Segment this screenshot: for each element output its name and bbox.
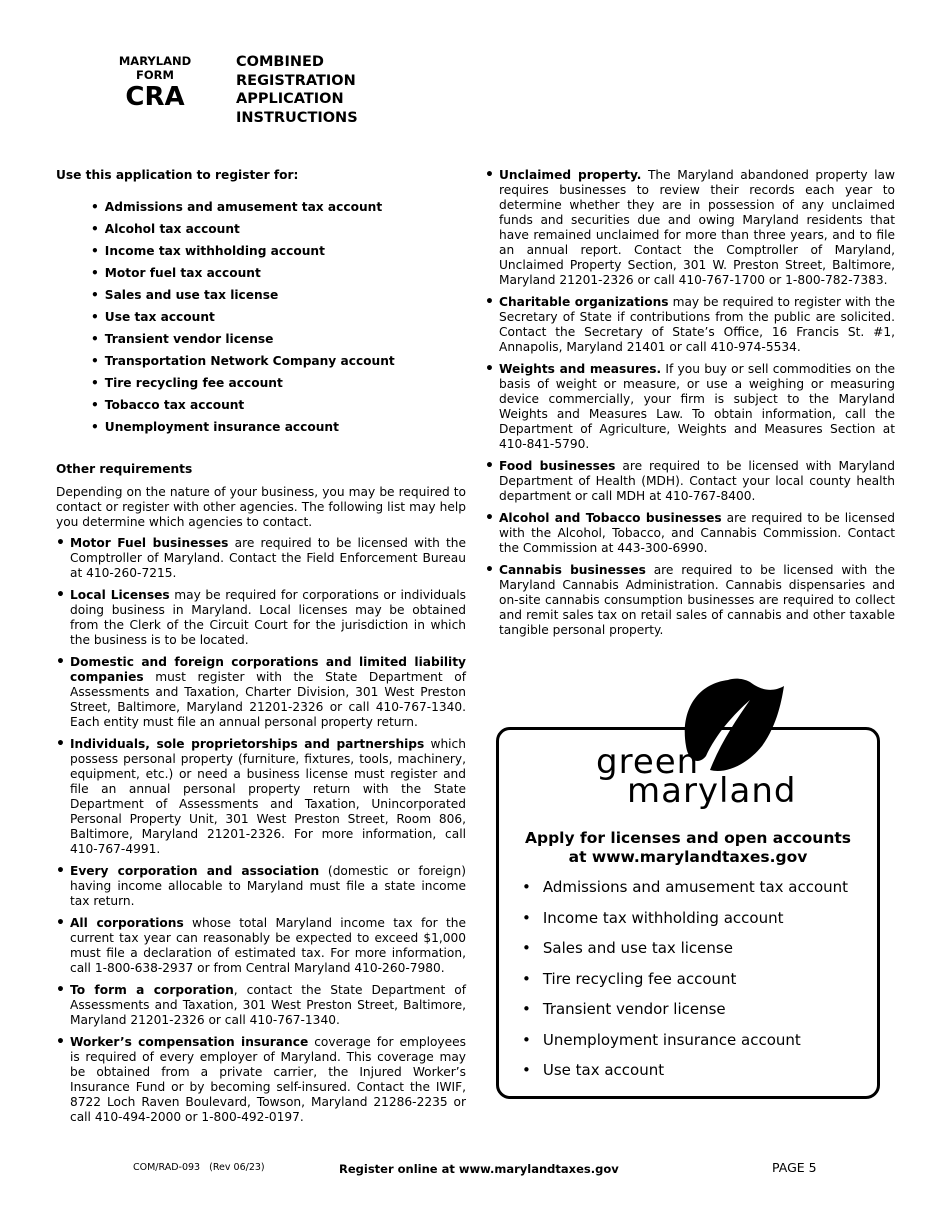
logo-word-maryland: maryland bbox=[627, 771, 797, 811]
apply-line: at www.marylandtaxes.gov bbox=[568, 848, 808, 866]
item-text: which possess personal property (furniture, fixtures, tools, machinery, equipment, etc.) or need a business license must register and file an annual personal property return with the State Department of Assessments and Taxation, Unincorporated Personal Property Unit, 301 West Preston Street, Room 806, Baltimore, Maryland 21201-2326. For more information, call 410-767-4991. bbox=[70, 737, 466, 856]
agency-list-left bbox=[56, 536, 466, 1125]
logo-word-green: green bbox=[596, 742, 700, 782]
item-title: Charitable organizations bbox=[499, 295, 669, 309]
other-requirements-heading: Other requirements bbox=[56, 462, 193, 476]
item-title: Motor Fuel businesses bbox=[70, 536, 229, 550]
item-title: Local Licenses bbox=[70, 588, 170, 602]
list-item bbox=[485, 563, 895, 638]
item-title: Alcohol and Tobacco businesses bbox=[499, 511, 722, 525]
item-title: To form a corporation bbox=[70, 983, 234, 997]
item-text: coverage for employees is required of every employer of Maryland. This coverage may be obtained from a private carrier, the Injured Worker’s Insurance Fund or by becoming self-insured. Contact the IWIF, 8722 Loch Raven Boulevard, Towson, Maryland 21286-2235 or call 410-494-2000 or 1-800-492-0197. bbox=[70, 1035, 466, 1124]
page-number: PAGE 5 bbox=[772, 1160, 817, 1175]
list-item: • Sales and use tax license bbox=[522, 937, 848, 968]
list-item: • Sales and use tax license bbox=[91, 284, 466, 306]
list-item: • Transportation Network Company account bbox=[91, 350, 466, 372]
list-item: • Admissions and amusement tax account bbox=[91, 196, 466, 218]
list-item: • Motor fuel tax account bbox=[91, 262, 466, 284]
item-title: Unclaimed property. bbox=[499, 168, 642, 182]
state-label: MARYLAND bbox=[118, 54, 192, 68]
online-accounts-list bbox=[522, 876, 848, 1090]
list-item bbox=[56, 655, 466, 730]
list-item: • Transient vendor license bbox=[91, 328, 466, 350]
list-item bbox=[485, 168, 895, 288]
item-title: Every corporation and association bbox=[70, 864, 320, 878]
list-item: • Unemployment insurance account bbox=[522, 1029, 848, 1060]
list-item: • Alcohol tax account bbox=[91, 218, 466, 240]
item-text: are required to be licensed with the Alcohol, Tobacco, and Cannabis Commission. Contact the Commission at 443-300-6990. bbox=[499, 511, 895, 555]
other-requirements-intro: Depending on the nature of your business, you may be required to contact or register with other agencies. The following list may help you determine which agencies to contact. bbox=[56, 485, 466, 529]
item-text: are required to be licensed with the Maryland Cannabis Administration. Cannabis dispensaries and on-site cannabis consumption businesses are required to collect and remit sales tax on retail sales of cannabis and other taxable tangible personal property. bbox=[499, 563, 895, 637]
list-item: • Tire recycling fee account bbox=[522, 968, 848, 999]
item-title: Worker’s compensation insurance bbox=[70, 1035, 309, 1049]
title-line: INSTRUCTIONS bbox=[236, 109, 358, 126]
list-item bbox=[56, 916, 466, 976]
form-revision: COM/RAD-093 (Rev 06/23) bbox=[133, 1162, 265, 1173]
register-online-text: Register online at www.marylandtaxes.gov bbox=[339, 1162, 619, 1176]
title-line: REGISTRATION bbox=[236, 72, 356, 89]
item-title: All corporations bbox=[70, 916, 184, 930]
list-item: • Transient vendor license bbox=[522, 998, 848, 1029]
list-item bbox=[485, 295, 895, 355]
form-label-block bbox=[110, 54, 200, 112]
item-text: may be required for corporations or individuals doing business in Maryland. Local licenses may be obtained from the Clerk of the Circuit Court for the jurisdiction in which the business is to be located. bbox=[70, 588, 466, 647]
item-text: whose total Maryland income tax for the current tax year can reasonably be expected to exceed $1,000 must file a declaration of estimated tax. For more information, call 1-800-638-2937 or from Central Maryland 410-260-7980. bbox=[70, 916, 466, 975]
item-text: may be required to register with the Secretary of State if contributions from the public are solicited. Contact the Secretary of State’s Office, 16 Francis St. #1, Annapolis, Maryland 21401 or call 410-974-5534. bbox=[499, 295, 895, 354]
item-text: must register with the State Department of Assessments and Taxation, Charter Division, 301 West Preston Street, Baltimore, Maryland 21201-2326 or call 410-767-1340. Each entity must file an annual personal property return. bbox=[70, 670, 466, 729]
list-item bbox=[56, 737, 466, 857]
item-title: Food businesses bbox=[499, 459, 616, 473]
list-item: • Tire recycling fee account bbox=[91, 372, 466, 394]
registration-list bbox=[91, 196, 466, 438]
list-item: • Income tax withholding account bbox=[522, 907, 848, 938]
list-item: • Unemployment insurance account bbox=[91, 416, 466, 438]
list-item bbox=[485, 362, 895, 452]
list-item bbox=[56, 1035, 466, 1125]
item-title: Cannabis businesses bbox=[499, 563, 646, 577]
list-item: • Admissions and amusement tax account bbox=[522, 876, 848, 907]
item-text: If you buy or sell commodities on the basis of weight or measure, or use a weighing or measuring device commercially, your firm is subject to the Maryland Weights and Measures Law. To obtain information, call the Department of Agriculture, Weights and Measures Section at 410-841-5790. bbox=[499, 362, 895, 451]
title-line: APPLICATION bbox=[236, 91, 344, 107]
list-item: • Tobacco tax account bbox=[91, 394, 466, 416]
list-item bbox=[485, 459, 895, 504]
item-text: (domestic or foreign) having income allocable to Maryland must file a state income tax return. bbox=[70, 864, 466, 908]
item-title: Domestic and foreign corporations and limited liability companies bbox=[70, 655, 466, 684]
intro-text: Use this application to register for: bbox=[56, 168, 299, 182]
list-item bbox=[56, 588, 466, 648]
form-label: FORM bbox=[136, 68, 174, 82]
apply-heading bbox=[500, 829, 876, 867]
apply-line: Apply for licenses and open accounts bbox=[524, 829, 851, 847]
item-title: Weights and measures. bbox=[499, 362, 662, 376]
item-title: Individuals, sole proprietorships and partnerships bbox=[70, 737, 425, 751]
list-item bbox=[485, 511, 895, 556]
item-text: The Maryland abandoned property law requires businesses to review their records each year to determine whether they are in possession of any unclaimed funds and securities due and owing Maryland residents that have remained unclaimed for more than three years, and to file an annual report. Contact the Comptroller of Maryland, Unclaimed Property Section, 301 W. Preston Street, Baltimore, Maryland 21201-2326 or call 410-767-1700 or 1-800-782-7383. bbox=[499, 168, 895, 287]
document-title bbox=[236, 53, 358, 127]
title-line: COMBINED bbox=[236, 54, 324, 70]
item-text: , contact the State Department of Assessments and Taxation, 301 West Preston Street, Baltimore, Maryland 21201-2326 or call 410-767-1340. bbox=[70, 983, 466, 1027]
list-item: • Income tax withholding account bbox=[91, 240, 466, 262]
item-text: are required to be licensed with Maryland Department of Health (MDH). Contact your local county health department or call MDH at 410-767-8400. bbox=[499, 459, 895, 503]
form-code: CRA bbox=[125, 82, 185, 112]
list-item bbox=[56, 536, 466, 581]
list-item bbox=[56, 864, 466, 909]
item-text: are required to be licensed with the Comptroller of Maryland. Contact the Field Enforcement Bureau at 410-260-7215. bbox=[70, 536, 467, 580]
right-column bbox=[485, 168, 895, 645]
list-item: • Use tax account bbox=[522, 1059, 848, 1090]
list-item: • Use tax account bbox=[91, 306, 466, 328]
agency-list-right bbox=[485, 168, 895, 638]
left-column bbox=[56, 168, 466, 1132]
list-item bbox=[56, 983, 466, 1028]
